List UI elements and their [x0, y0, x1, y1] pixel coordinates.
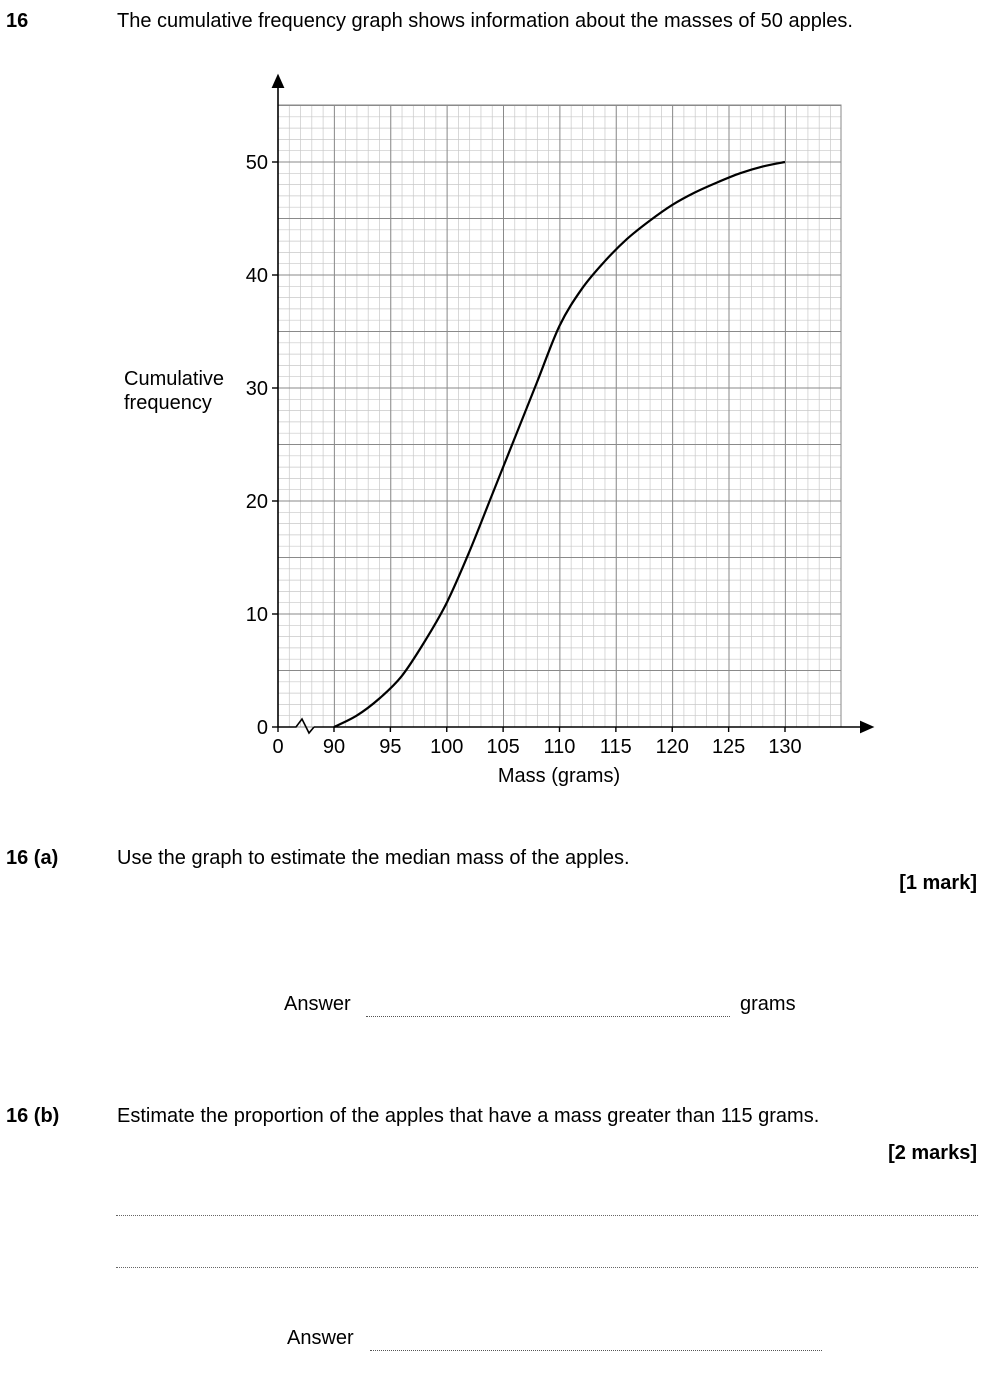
x-axis-label: Mass (grams): [497, 765, 621, 787]
x-tick-label: 90: [322, 736, 346, 758]
working-line-2[interactable]: [116, 1267, 978, 1268]
part-b-answer-label: Answer: [287, 1327, 354, 1349]
x-tick-label: 115: [599, 736, 632, 758]
y-tick-label: 40: [245, 265, 268, 287]
part-b-label: 16 (b): [6, 1105, 60, 1127]
y-tick-label: 30: [245, 378, 268, 400]
y-tick-label: 10: [245, 604, 268, 626]
tick-labels: [246, 152, 802, 758]
y-tick-label: 20: [245, 491, 268, 513]
x-tick-label: 125: [711, 736, 746, 758]
part-a-marks: [1 mark]: [899, 872, 977, 894]
question-intro: The cumulative frequency graph shows information about the masses of 50 apples.: [117, 10, 853, 32]
part-a-answer-field[interactable]: [366, 1016, 730, 1017]
x-axis-break: [278, 719, 314, 733]
x-tick-label: 95: [379, 736, 402, 758]
x-tick-label: 110: [543, 736, 576, 758]
part-a-answer-label: Answer: [284, 993, 351, 1015]
x-tick-label: 105: [486, 736, 520, 758]
x-tick-label: 100: [430, 736, 464, 758]
working-line-1[interactable]: [116, 1215, 978, 1216]
part-a-question: Use the graph to estimate the median mass of the apples.: [117, 847, 630, 869]
grid-major-lines: [278, 105, 841, 727]
y-axis-label-line1: Cumulative: [124, 368, 225, 390]
x-tick-label: 120: [655, 736, 689, 758]
part-b-question: Estimate the proportion of the apples that have a mass greater than 115 grams.: [117, 1105, 820, 1127]
x-tick-label: 130: [768, 736, 802, 758]
question-number: 16: [6, 10, 29, 32]
x-tick-label: 0: [272, 736, 284, 758]
y-tick-label: 50: [245, 152, 268, 174]
y-axis-label-line2: frequency: [124, 392, 212, 414]
y-tick-label: 0: [256, 717, 268, 739]
part-b-answer-field[interactable]: [370, 1350, 822, 1351]
part-b-marks: [2 marks]: [888, 1142, 977, 1164]
part-a-unit: grams: [740, 993, 796, 1015]
part-a-label: 16 (a): [6, 847, 59, 869]
axes: [278, 80, 868, 733]
